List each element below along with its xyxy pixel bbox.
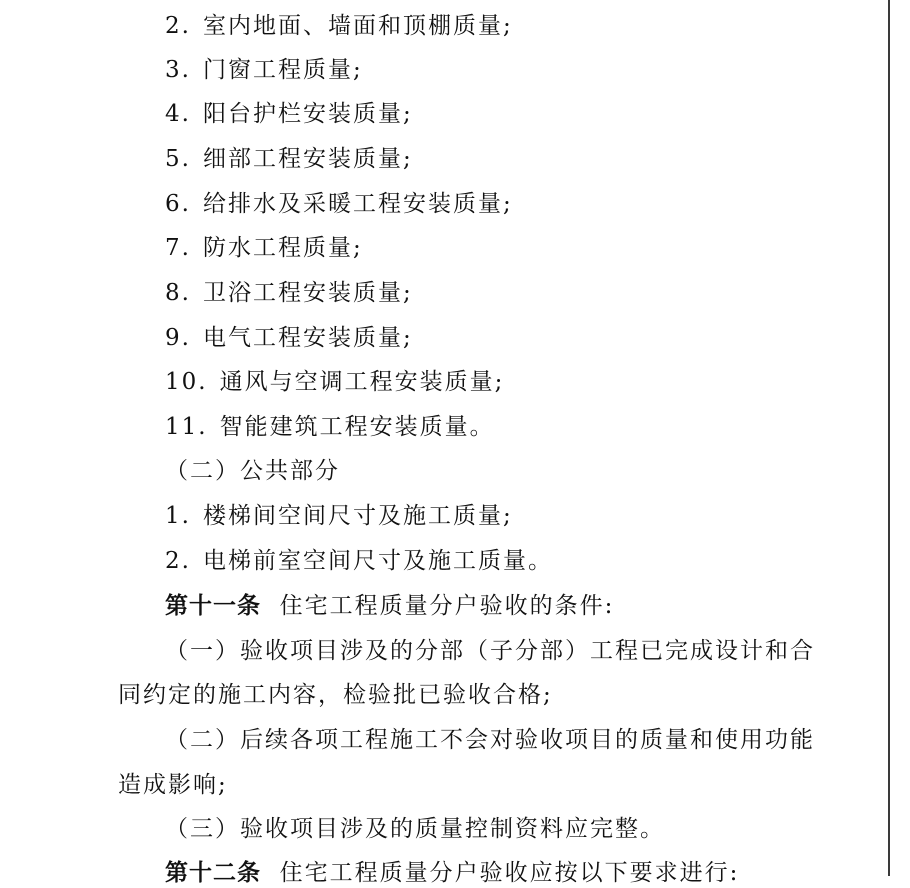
list-item: 7. 防水工程质量; — [165, 235, 363, 261]
article-label: 第十一条 — [165, 593, 261, 619]
condition-item: （三）验收项目涉及的质量控制资料应完整。 — [165, 816, 665, 842]
article-11: 第十一条 住宅工程质量分户验收的条件: — [165, 593, 615, 619]
condition-item: （一）验收项目涉及的分部（子分部）工程已完成设计和合 — [165, 638, 815, 664]
article-12: 第十二条 住宅工程质量分户验收应按以下要求进行: — [165, 860, 740, 886]
condition-item: （二）后续各项工程施工不会对验收项目的质量和使用功能 — [165, 727, 815, 753]
list-item: 2. 室内地面、墙面和顶棚质量; — [165, 13, 513, 39]
list-item: 9. 电气工程安装质量; — [165, 325, 413, 351]
list-item: 10. 通风与空调工程安装质量; — [165, 369, 505, 395]
list-item: 8. 卫浴工程安装质量; — [165, 280, 413, 306]
section-heading: （二）公共部分 — [165, 458, 340, 484]
list-item: 5. 细部工程安装质量; — [165, 146, 413, 172]
list-item: 2. 电梯前室空间尺寸及施工质量。 — [165, 548, 553, 574]
list-item: 1. 楼梯间空间尺寸及施工质量; — [165, 503, 513, 529]
article-label: 第十二条 — [165, 860, 261, 886]
list-item: 4. 阳台护栏安装质量; — [165, 101, 413, 127]
list-item: 11. 智能建筑工程安装质量。 — [165, 414, 495, 440]
condition-continuation: 同约定的施工内容，检验批已验收合格; — [118, 682, 553, 708]
page-edge-divider — [888, 0, 890, 876]
list-item: 6. 给排水及采暖工程安装质量; — [165, 191, 513, 217]
condition-continuation: 造成影响; — [118, 772, 228, 798]
list-item: 3. 门窗工程质量; — [165, 57, 363, 83]
